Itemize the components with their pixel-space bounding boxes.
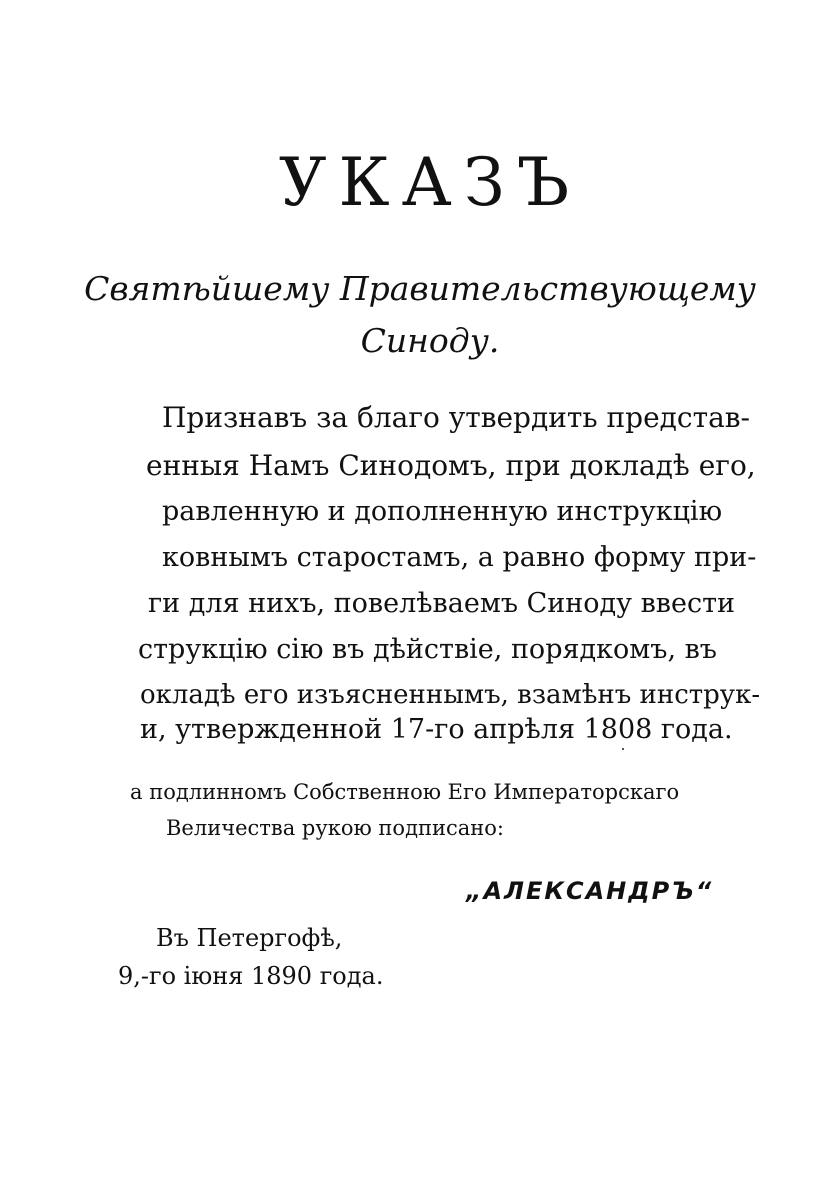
signature: „АЛЕКСАНДРЪ“ bbox=[466, 877, 714, 905]
body-line-1: Признавъ за благо утвердить представ- bbox=[162, 401, 750, 434]
body-line-7: окладѣ его изъясненнымъ, взамѣнъ инструк- bbox=[140, 680, 761, 710]
body-line-5: ги для нихъ, повелѣваемъ Синоду ввести bbox=[148, 588, 736, 619]
note-line-2: Величества рукою подписано: bbox=[166, 816, 504, 840]
body-line-3: равленную и дополненную инструкцію bbox=[162, 496, 723, 527]
body-line-2: енныя Намъ Синодомъ, при докладѣ его, bbox=[146, 449, 756, 482]
document-title: УКАЗЪ bbox=[278, 144, 582, 221]
body-line-4: ковнымъ старостамъ, а равно форму при- bbox=[162, 542, 757, 573]
date-line: 9,-го іюня 1890 года. bbox=[118, 962, 384, 990]
place-line: Въ Петергофѣ, bbox=[156, 924, 343, 952]
addressee-line-2: Синоду. bbox=[360, 321, 500, 360]
speck bbox=[622, 748, 624, 750]
note-line-1: а подлинномъ Собственною Его Императорскаго bbox=[130, 780, 680, 804]
addressee-line-1: Святѣйшему Правительствующему bbox=[84, 269, 756, 308]
body-line-8: и, утвержденной 17-го апрѣля 1808 года. bbox=[140, 714, 733, 745]
body-line-6: струкцію сію въ дѣйствіе, порядкомъ, въ bbox=[138, 634, 717, 665]
